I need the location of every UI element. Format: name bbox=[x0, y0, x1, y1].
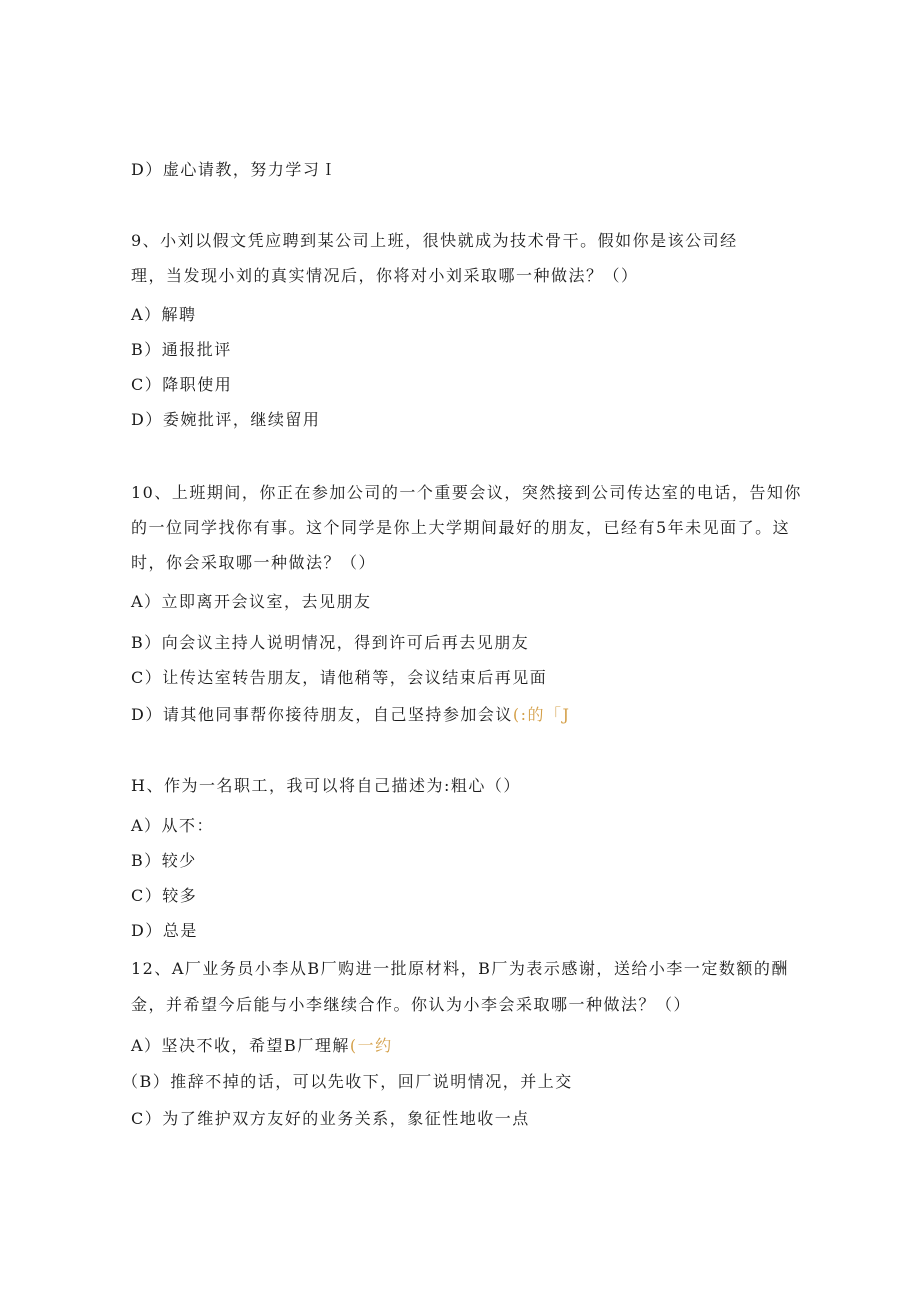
handwritten-annotation: (:的「J bbox=[512, 705, 571, 724]
option-b-q12: （B）推辞不掉的话，可以先收下，回厂说明情况，并上交 bbox=[122, 1072, 573, 1091]
option-d-q8 bbox=[131, 159, 338, 181]
option-c-q10: C）让传达室转告朋友，请他稍等，会议结束后再见面 bbox=[131, 668, 548, 687]
question-10-line-2: 的一位同学找你有事。这个同学是你上大学期间最好的朋友，已经有5年未见面了。这 bbox=[131, 518, 791, 537]
option-d-q9: D）委婉批评，继续留用 bbox=[131, 410, 321, 429]
option-c-q11: C）较多 bbox=[131, 886, 198, 905]
question-12-line-2: 金，并希望今后能与小李继续合作。你认为小李会采取哪一种做法？（） bbox=[131, 995, 692, 1014]
question-11: H、作为一名职工，我可以将自己描述为:粗心（） bbox=[131, 776, 521, 795]
handwritten-annotation: (一约 bbox=[349, 1036, 393, 1055]
option-text: D）请其他同事帮你接待朋友，自己坚持参加会议 bbox=[131, 705, 513, 724]
question-9-line-1: 9、小刘以假文凭应聘到某公司上班，很快就成为技术骨干。假如你是该公司经 bbox=[131, 231, 738, 250]
question-10-line-1: 10、上班期间，你正在参加公司的一个重要会议，突然接到公司传达室的电话，告知你 bbox=[131, 483, 802, 502]
option-a-q10: A）立即离开会议室，去见朋友 bbox=[131, 592, 372, 611]
option-d-q11: D）总是 bbox=[131, 921, 198, 940]
option-text: D）虚心请教，努力学习Ｉ bbox=[131, 160, 338, 179]
question-10-line-3: 时，你会采取哪一种做法？（） bbox=[131, 553, 377, 572]
option-c-q12: C）为了维护双方友好的业务关系，象征性地收一点 bbox=[131, 1109, 530, 1128]
option-b-q9: B）通报批评 bbox=[131, 340, 232, 359]
option-a-q9: A）解聘 bbox=[131, 305, 197, 324]
option-b-q11: B）较少 bbox=[131, 851, 197, 870]
option-a-q12 bbox=[131, 1035, 393, 1057]
option-text: A）坚决不收，希望B厂理解 bbox=[131, 1036, 350, 1055]
question-12-line-1: 12、A厂业务员小李从B厂购进一批原材料，B厂为表示感谢，送给小李一定数额的酬 bbox=[131, 959, 789, 978]
option-b-q10: B）向会议主持人说明情况，得到许可后再去见朋友 bbox=[131, 633, 530, 652]
option-c-q9: C）降职使用 bbox=[131, 375, 233, 394]
question-9-line-2: 理，当发现小刘的真实情况后，你将对小刘采取哪一种做法？（） bbox=[131, 266, 639, 285]
option-d-q10 bbox=[131, 704, 570, 726]
option-a-q11: A）从不： bbox=[131, 816, 215, 835]
